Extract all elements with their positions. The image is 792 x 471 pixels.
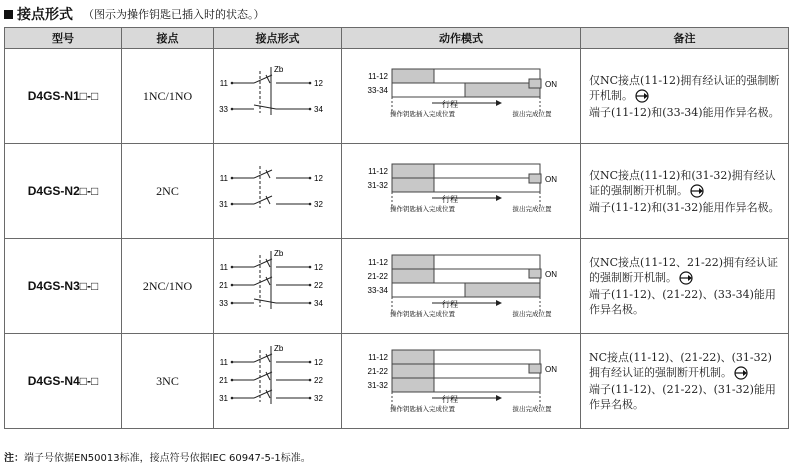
contact-cell: 3NC	[122, 334, 214, 429]
positive-opening-icon	[732, 366, 750, 380]
op-row-label: 21-22	[367, 272, 388, 281]
title-text: 接点形式	[17, 7, 73, 23]
stroke-start-label: 操作钥匙插入完成位置	[390, 205, 455, 213]
model-cell: D4GS-N3□-□	[5, 239, 122, 334]
on-segment	[392, 164, 434, 178]
on-legend-swatch	[529, 79, 541, 88]
header-remarks: 备注	[581, 28, 789, 49]
contact-diagram	[214, 239, 342, 333]
terminal-label-left: 21	[219, 281, 228, 290]
terminal-label-left: 11	[219, 358, 228, 367]
operating-pattern-cell	[342, 49, 581, 144]
positive-opening-icon	[677, 271, 695, 285]
terminal-label-right: 12	[314, 263, 323, 272]
table-row	[5, 144, 789, 239]
operating-pattern-cell	[342, 334, 581, 429]
remark-terminals: 端子(11-12)、(21-22)、(31-32)能用作异名极。	[589, 383, 776, 411]
remarks-cell	[581, 239, 789, 334]
terminal-label-left: 33	[219, 105, 228, 114]
footnote	[4, 449, 311, 464]
stroke-label: 行程	[442, 100, 458, 109]
contact-diagram	[214, 49, 342, 143]
on-legend-label: ON	[545, 175, 557, 184]
on-legend-swatch	[529, 364, 541, 373]
on-segment	[392, 255, 434, 269]
terminal-label-left: 31	[219, 200, 228, 209]
op-row-label: 31-32	[367, 181, 388, 190]
contact-cell: 2NC/1NO	[122, 239, 214, 334]
on-legend-swatch	[529, 174, 541, 183]
remark-forced-opening	[589, 168, 782, 198]
contact-symbol	[220, 170, 324, 183]
contact-form-cell	[214, 334, 342, 429]
op-row-label: 33-34	[367, 86, 388, 95]
contact-form-cell	[214, 239, 342, 334]
contact-form-cell	[214, 144, 342, 239]
on-segment	[392, 378, 434, 392]
subtitle-text: （图示为操作钥匙已插入时的状态。）	[83, 8, 265, 21]
op-row-label: 11-12	[368, 258, 388, 267]
positive-opening-icon	[633, 89, 651, 103]
model-cell: D4GS-N1□-□	[5, 49, 122, 144]
table-row	[5, 49, 789, 144]
terminal-label-right: 12	[314, 79, 323, 88]
remarks-cell	[581, 49, 789, 144]
stroke-label: 行程	[442, 300, 458, 309]
contact-symbol	[219, 196, 323, 209]
remark-terminals: 端子(11-12)、(21-22)、(33-34)能用作异名极。	[589, 288, 776, 316]
zb-label: Zb	[274, 344, 284, 353]
table-header-row	[5, 28, 789, 49]
terminal-label-right: 32	[314, 394, 323, 403]
terminal-label-left: 11	[219, 174, 228, 183]
section-title	[4, 4, 265, 24]
contact-diagram	[214, 144, 342, 238]
terminal-label-right: 22	[314, 281, 323, 290]
remark-forced-opening-text: 仅NC接点(11-12)拥有经认证的强制断开机制。	[589, 73, 780, 102]
terminal-label-right: 12	[314, 174, 323, 183]
on-segment	[392, 178, 434, 192]
contact-cell: 1NC/1NO	[122, 49, 214, 144]
remark-forced-opening	[589, 73, 782, 103]
on-segment	[392, 69, 434, 83]
stroke-start-label: 操作钥匙插入完成位置	[390, 405, 455, 413]
contact-diagram	[214, 334, 342, 428]
stroke-start-label: 操作钥匙插入完成位置	[390, 310, 455, 318]
op-row-label: 11-12	[368, 353, 388, 362]
op-row-label: 33-34	[367, 286, 388, 295]
header-operating-pattern: 动作模式	[342, 28, 581, 49]
header-contact-form: 接点形式	[214, 28, 342, 49]
op-row-label: 11-12	[368, 72, 388, 81]
stroke-start-label: 操作钥匙插入完成位置	[390, 110, 455, 118]
remark-forced-opening	[589, 255, 782, 285]
header-model: 型号	[5, 28, 122, 49]
stroke-end-label: 拔出完成位置	[512, 110, 552, 118]
operating-pattern-diagram	[342, 239, 581, 333]
operating-pattern-diagram	[342, 49, 581, 143]
table-row	[5, 334, 789, 429]
stroke-label: 行程	[442, 195, 458, 204]
remark-terminals: 端子(11-12)和(31-32)能用作异名极。	[589, 200, 780, 214]
terminal-label-left: 11	[219, 263, 228, 272]
bullet-square-icon	[4, 10, 13, 19]
remark-forced-opening-text: NC接点(11-12)、(21-22)、(31-32)拥有经认证的强制断开机制。	[589, 351, 772, 379]
terminal-label-left: 31	[219, 394, 228, 403]
contact-cell: 2NC	[122, 144, 214, 239]
contact-form-table	[4, 27, 789, 429]
remarks-cell	[581, 334, 789, 429]
on-legend-label: ON	[545, 365, 557, 374]
terminal-label-left: 21	[219, 376, 228, 385]
on-legend-swatch	[529, 269, 541, 278]
contact-symbol	[220, 259, 324, 272]
terminal-label-right: 22	[314, 376, 323, 385]
terminal-label-left: 33	[219, 299, 228, 308]
operating-pattern-cell	[342, 239, 581, 334]
operating-pattern-diagram	[342, 144, 581, 238]
op-row-label: 21-22	[367, 367, 388, 376]
op-row-label: 31-32	[367, 381, 388, 390]
header-contact: 接点	[122, 28, 214, 49]
terminal-label-right: 32	[314, 200, 323, 209]
footnote-text: 端子号依据EN50013标准，接点符号依据IEC 60947-5-1标准。	[24, 453, 311, 464]
on-legend-label: ON	[545, 270, 557, 279]
footnote-label: 注：	[4, 453, 24, 464]
on-segment	[392, 364, 434, 378]
remark-terminals: 端子(11-12)和(33-34)能用作异名极。	[589, 105, 780, 119]
terminal-label-right: 12	[314, 358, 323, 367]
terminal-label-left: 11	[219, 79, 228, 88]
remarks-cell	[581, 144, 789, 239]
remark-forced-opening-text: 仅NC接点(11-12)和(31-32)拥有经认证的强制断开机制。	[589, 168, 776, 197]
on-segment	[392, 350, 434, 364]
zb-label: Zb	[274, 249, 284, 258]
remark-forced-opening-text: 仅NC接点(11-12、21-22)拥有经认证的强制断开机制。	[589, 256, 779, 284]
stroke-label: 行程	[442, 395, 458, 404]
model-cell: D4GS-N2□-□	[5, 144, 122, 239]
contact-form-cell	[214, 49, 342, 144]
zb-label: Zb	[274, 65, 284, 74]
remark-forced-opening	[589, 350, 782, 380]
on-segment	[392, 269, 434, 283]
stroke-end-label: 拔出完成位置	[512, 405, 552, 413]
model-cell: D4GS-N4□-□	[5, 334, 122, 429]
contact-symbol	[220, 75, 324, 88]
op-row-label: 11-12	[368, 167, 388, 176]
operating-pattern-diagram	[342, 334, 581, 428]
operating-pattern-cell	[342, 144, 581, 239]
table-row	[5, 239, 789, 334]
stroke-end-label: 拔出完成位置	[512, 205, 552, 213]
on-legend-label: ON	[545, 80, 557, 89]
on-segment	[465, 283, 540, 297]
stroke-end-label: 拔出完成位置	[512, 310, 552, 318]
terminal-label-right: 34	[314, 105, 323, 114]
terminal-label-right: 34	[314, 299, 323, 308]
positive-opening-icon	[688, 184, 706, 198]
contact-symbol	[220, 354, 324, 367]
